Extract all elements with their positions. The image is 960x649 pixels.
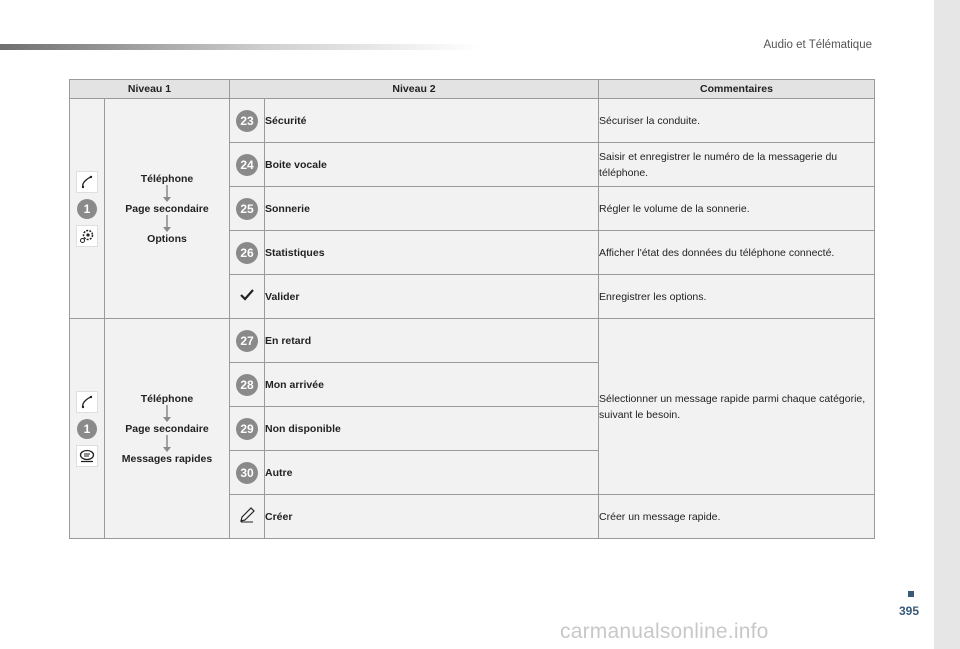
option-comment: Saisir et enregistrer le numéro de la messagerie du téléphone. bbox=[599, 143, 875, 187]
number-badge: 28 bbox=[236, 374, 258, 396]
flow-step-options: Options bbox=[147, 232, 187, 245]
step-badge: 1 bbox=[77, 419, 97, 439]
flow-step-page-secondaire: Page secondaire bbox=[125, 422, 209, 435]
table-row bbox=[70, 319, 875, 363]
arrow-down-icon bbox=[105, 405, 229, 423]
checkmark-icon bbox=[230, 275, 265, 319]
option-label: Boite vocale bbox=[265, 143, 599, 187]
option-label: Sécurité bbox=[265, 99, 599, 143]
table-header-row bbox=[70, 80, 875, 99]
watermark: carmanualsonline.info bbox=[560, 620, 769, 643]
option-label: Autre bbox=[265, 451, 599, 495]
option-label: Valider bbox=[265, 275, 599, 319]
page-sidebar bbox=[934, 0, 960, 649]
decorative-gradient-bar bbox=[0, 44, 480, 50]
number-cell bbox=[230, 451, 265, 495]
option-comment: Sélectionner un message rapide parmi chaque catégorie, suivant le besoin. bbox=[599, 319, 875, 495]
option-label: Mon arrivée bbox=[265, 363, 599, 407]
level1-flow bbox=[105, 319, 230, 539]
arrow-down-icon bbox=[105, 435, 229, 453]
gear-icon bbox=[76, 225, 98, 247]
option-comment: Sécuriser la conduite. bbox=[599, 99, 875, 143]
header-niveau-2: Niveau 2 bbox=[230, 80, 599, 99]
page-marker bbox=[908, 591, 914, 597]
phone-icon bbox=[76, 171, 98, 193]
number-badge: 30 bbox=[236, 462, 258, 484]
option-label: Créer bbox=[265, 495, 599, 539]
number-badge: 25 bbox=[236, 198, 258, 220]
option-comment: Afficher l'état des données du téléphone connecté. bbox=[599, 231, 875, 275]
flow-step-telephone: Téléphone bbox=[140, 392, 194, 405]
pencil-icon bbox=[230, 495, 265, 539]
option-label: En retard bbox=[265, 319, 599, 363]
number-badge: 24 bbox=[236, 154, 258, 176]
header-commentaires: Commentaires bbox=[599, 80, 875, 99]
number-cell bbox=[230, 143, 265, 187]
number-badge: 27 bbox=[236, 330, 258, 352]
page-number: 395 bbox=[899, 604, 920, 618]
option-comment: Régler le volume de la sonnerie. bbox=[599, 187, 875, 231]
option-comment: Créer un message rapide. bbox=[599, 495, 875, 539]
flow-step-messages-rapides: Messages rapides bbox=[121, 452, 213, 465]
arrow-down-icon bbox=[105, 185, 229, 203]
settings-table bbox=[69, 79, 875, 539]
option-label: Statistiques bbox=[265, 231, 599, 275]
level1-icons-cell bbox=[70, 99, 105, 319]
header-niveau-1: Niveau 1 bbox=[70, 80, 230, 99]
level1-icons-cell bbox=[70, 319, 105, 539]
section-title: Audio et Télématique bbox=[763, 39, 872, 51]
number-cell bbox=[230, 407, 265, 451]
number-cell bbox=[230, 231, 265, 275]
phone-icon bbox=[76, 391, 98, 413]
message-bubble-icon bbox=[76, 445, 98, 467]
level1-flow bbox=[105, 99, 230, 319]
number-cell bbox=[230, 187, 265, 231]
option-label: Sonnerie bbox=[265, 187, 599, 231]
number-badge: 26 bbox=[236, 242, 258, 264]
flow-step-telephone: Téléphone bbox=[140, 172, 194, 185]
option-label: Non disponible bbox=[265, 407, 599, 451]
table-row bbox=[70, 99, 875, 143]
number-badge: 29 bbox=[236, 418, 258, 440]
number-badge: 23 bbox=[236, 110, 258, 132]
number-cell bbox=[230, 99, 265, 143]
option-comment: Enregistrer les options. bbox=[599, 275, 875, 319]
step-badge: 1 bbox=[77, 199, 97, 219]
arrow-down-icon bbox=[105, 215, 229, 233]
flow-step-page-secondaire: Page secondaire bbox=[125, 202, 209, 215]
number-cell bbox=[230, 363, 265, 407]
number-cell bbox=[230, 319, 265, 363]
